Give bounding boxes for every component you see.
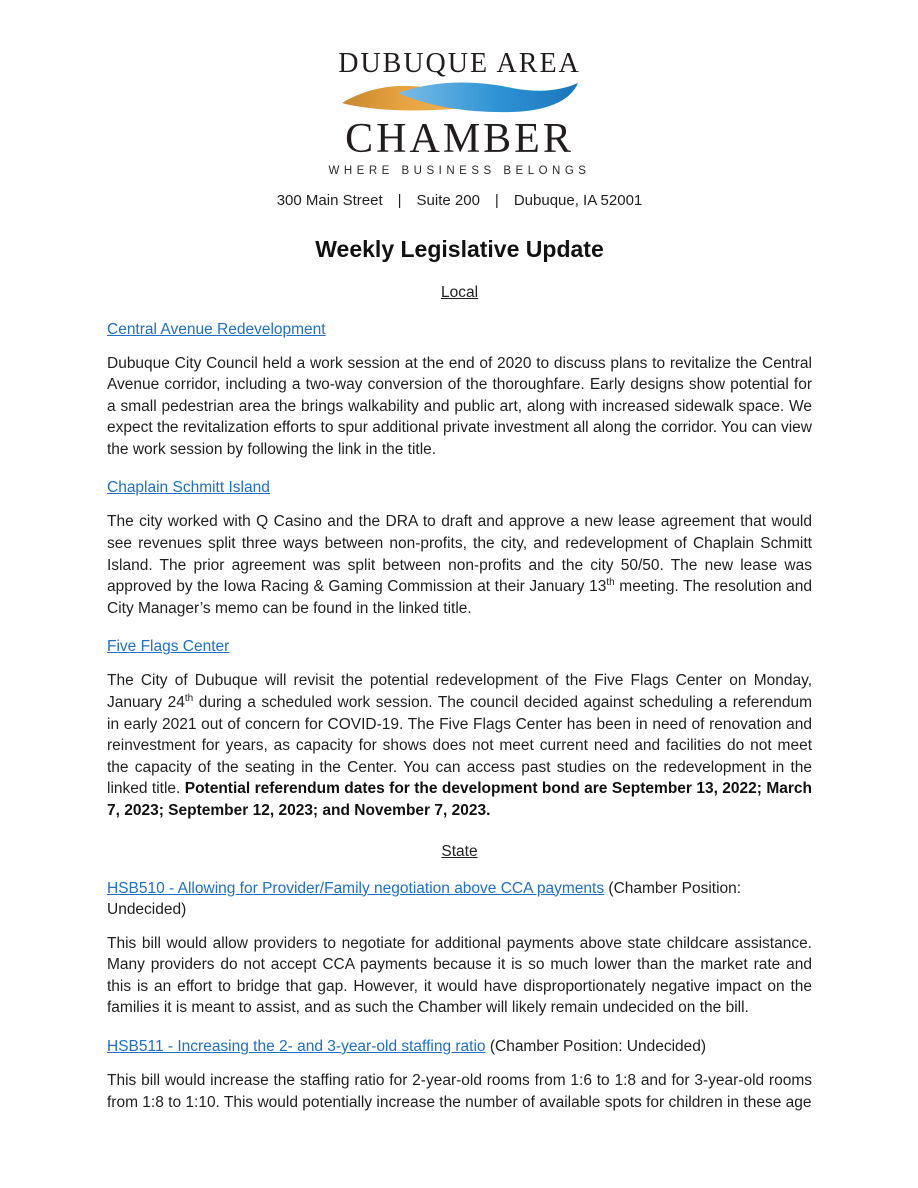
heading-five-flags [107,636,812,657]
heading-chaplain-schmitt [107,477,812,498]
address-street: 300 Main Street [276,191,383,209]
chamber-logo [107,50,812,178]
paragraph-text: meeting. The resolution and City Manager’s memo can be found in the linked title. [107,578,813,617]
heading-hsb511 [107,1036,812,1057]
link-chaplain-schmitt-island[interactable]: Chaplain Schmitt Island [107,479,270,497]
address-suite: Suite 200 [416,191,480,209]
paragraph-hsb511: This bill would increase the staffing ratio for 2-year-old rooms from 1:6 to 1:8 and for 3-year-old rooms from 1:8 to 1:10. This would potentially increase the number of available spots for children in these age [107,1071,812,1111]
section-heading-state: State [441,842,478,860]
paragraph-text: during a scheduled work session. The council decided against scheduling a referendum in early 2021 out of concern for COVID-19. The Five Flags Center has been in need of renovation and reinvestment for years, as capacity for shows does not meet current need and facilities do not meet the capacity of the seating in the Center. You can access past studies on the redevelopment in the linked title. [107,694,812,798]
chamber-position-hsb510: (Chamber Position: Undecided) [107,879,742,918]
superscript-th: th [184,692,194,704]
page-title: Weekly Legislative Update [315,235,604,262]
superscript-th: th [606,577,615,589]
address-line [107,192,812,209]
link-central-avenue-redevelopment[interactable]: Central Avenue Redevelopment [107,320,326,338]
section-heading-local: Local [440,283,479,301]
paragraph-text: The City of Dubuque will revisit the potential redevelopment of the Five Flags Center on Monday, January 24 [107,672,812,712]
link-hsb511[interactable]: HSB511 - Increasing the 2- and 3-year-old staffing ratio [107,1037,486,1055]
address-separator: | [494,191,499,209]
address-city: Dubuque, IA 52001 [513,191,643,209]
heading-hsb510 [107,878,812,920]
paragraph-hsb510: This bill would allow providers to negotiate for additional payments above state childcare assistance. Many providers do not accept CCA payments because it is so much lower than the market rate and this is an effort to bridge that gap. However, it would have disproportionately negative impact on the families it is meant to assist, and as such the Chamber will likely remain undecided on the bill. [107,934,812,1017]
link-hsb510[interactable]: HSB510 - Allowing for Provider/Family negotiation above CCA payments [107,879,605,897]
heading-central-avenue [107,319,812,340]
paragraph-text: The city worked with Q Casino and the DRA to draft and approve a new lease agreement that would see revenues split three ways between non-profits, the city, and redevelopment of Chaplain Schmitt Island. The prior agreement was split between non-profits and the city 50/50. The new lease was approved by the Iowa Racing & Gaming Commission at their January 13 [107,513,812,596]
swoosh-waves-graphic [340,80,580,118]
logo-tagline: WHERE BUSINESS BELONGS [328,165,591,177]
paragraph-central-avenue: Dubuque City Council held a work session at the end of 2020 to discuss plans to revitalize the Central Avenue corridor, including a two-way conversion of the thoroughfare. Early designs show potential for a small pedestrian area the brings walkability and public art, along with increased sidewalk space. We expect the revitalization efforts to spur additional private investment all along the corridor. You can view the work session by following the link in the title. [107,354,812,458]
logo-text-dubuque-area: DUBUQUE AREA [338,48,581,79]
logo-swoosh-icon [340,80,580,118]
address-separator: | [397,191,402,209]
paragraph-five-flags [107,670,812,821]
chamber-position-hsb511: (Chamber Position: Undecided) [485,1037,707,1055]
logo-text-chamber: CHAMBER [345,116,574,162]
paragraph-chaplain-schmitt [107,511,812,619]
link-five-flags-center[interactable]: Five Flags Center [107,638,230,656]
bold-referendum-dates: Potential referendum dates for the development bond are September 13, 2022; March 7, 2023; September 12, 2023; and November 7, 2023. [107,780,812,819]
